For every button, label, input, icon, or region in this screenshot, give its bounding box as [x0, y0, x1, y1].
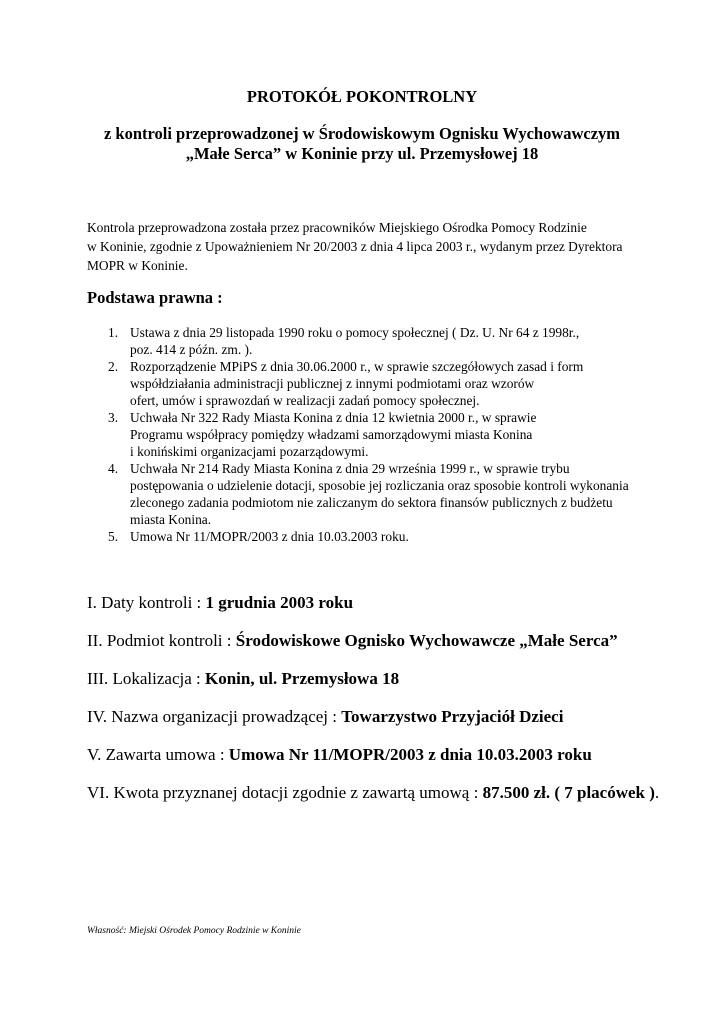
list-item-line: i konińskimi organizacjami pozarządowymi. — [130, 444, 369, 459]
field-label: I. Daty kontroli : — [87, 593, 206, 612]
list-item-line: współdziałania administracji publicznej z innymi podmiotami oraz wzorów — [130, 376, 535, 391]
field-value: 1 grudnia 2003 roku — [205, 593, 354, 612]
subtitle-line: „Małe Serca” w Koninie przy ul. Przemysłowej 18 — [185, 144, 539, 163]
field-contract — [87, 744, 707, 782]
field-value: Umowa Nr 11/MOPR/2003 z dnia 10.03.2003 roku — [228, 745, 592, 764]
ownership-footer: Własność: Miejski Ośrodek Pomocy Rodzinie w Koninie — [87, 926, 301, 936]
field-value: 87.500 zł. ( 7 placówek ) — [482, 783, 655, 802]
field-label: IV. Nazwa organizacji prowadzącej : — [87, 707, 342, 726]
field-value: Środowiskowe Ognisko Wychowawcze „Małe Serca” — [235, 631, 618, 650]
list-item-line: Rozporządzenie MPiPS z dnia 30.06.2000 r., w sprawie szczegółowych zasad i form — [130, 359, 584, 374]
list-item-number: 5. — [108, 529, 119, 544]
list-item — [108, 409, 688, 460]
list-item-line: poz. 414 z późn. zm. ). — [130, 342, 253, 357]
field-value: Konin, ul. Przemysłowa 18 — [205, 669, 400, 688]
field-organization — [87, 706, 707, 744]
field-value: Towarzystwo Przyjaciół Dzieci — [341, 707, 564, 726]
field-suffix: . — [654, 783, 660, 802]
list-item — [108, 358, 688, 409]
list-item-line: miasta Konina. — [130, 512, 212, 527]
list-item-number: 3. — [108, 410, 119, 425]
field-label: II. Podmiot kontroli : — [87, 631, 236, 650]
document-subtitle — [0, 124, 724, 164]
field-label: V. Zawarta umowa : — [87, 745, 229, 764]
intro-line: Kontrola przeprowadzona została przez pracowników Miejskiego Ośrodka Pomocy Rodzinie — [87, 220, 587, 235]
field-grant-amount — [87, 782, 707, 820]
list-item-line: Umowa Nr 11/MOPR/2003 z dnia 10.03.2003 roku. — [130, 529, 409, 544]
list-item-number: 2. — [108, 359, 119, 374]
field-label: VI. Kwota przyznanej dotacji zgodnie z zawartą umową : — [87, 783, 483, 802]
list-item-line: postępowania o udzielenie dotacji, sposobie jej rozliczania oraz sposobie kontroli wykonania — [130, 478, 629, 493]
intro-line: MOPR w Koninie. — [87, 258, 188, 273]
legal-basis-list — [108, 324, 688, 545]
list-item-line: zleconego zadania podmiotom nie zaliczanym do sektora finansów publicznych z budżetu — [130, 495, 613, 510]
list-item-line: Ustawa z dnia 29 listopada 1990 roku o pomocy społecznej ( Dz. U. Nr 64 z 1998r., — [130, 325, 580, 340]
list-item-line: Programu współpracy pomiędzy władzami samorządowymi miasta Konina — [130, 427, 533, 442]
control-details — [87, 592, 707, 820]
list-item-line: ofert, umów i sprawozdań w realizacji zadań pomocy społecznej. — [130, 393, 480, 408]
document-title: PROTOKÓŁ POKONTROLNY — [246, 87, 478, 106]
list-item-line: Uchwała Nr 322 Rady Miasta Konina z dnia 12 kwietnia 2000 r., w sprawie — [130, 410, 537, 425]
list-item — [108, 528, 688, 545]
intro-line: w Koninie, zgodnie z Upoważnieniem Nr 20/2003 z dnia 4 lipca 2003 r., wydanym przez Dyrektora — [87, 239, 623, 254]
list-item-number: 4. — [108, 461, 119, 476]
field-inspected-entity — [87, 630, 707, 668]
field-inspection-date — [87, 592, 707, 630]
intro-paragraph — [87, 218, 687, 275]
legal-basis-heading: Podstawa prawna : — [87, 288, 223, 307]
list-item — [108, 324, 688, 358]
list-item — [108, 460, 688, 528]
field-label: III. Lokalizacja : — [87, 669, 205, 688]
subtitle-line: z kontroli przeprowadzonej w Środowiskowym Ognisku Wychowawczym — [103, 124, 621, 143]
list-item-line: Uchwała Nr 214 Rady Miasta Konina z dnia 29 września 1999 r., w sprawie trybu — [130, 461, 570, 476]
field-location — [87, 668, 707, 706]
list-item-number: 1. — [108, 325, 119, 340]
